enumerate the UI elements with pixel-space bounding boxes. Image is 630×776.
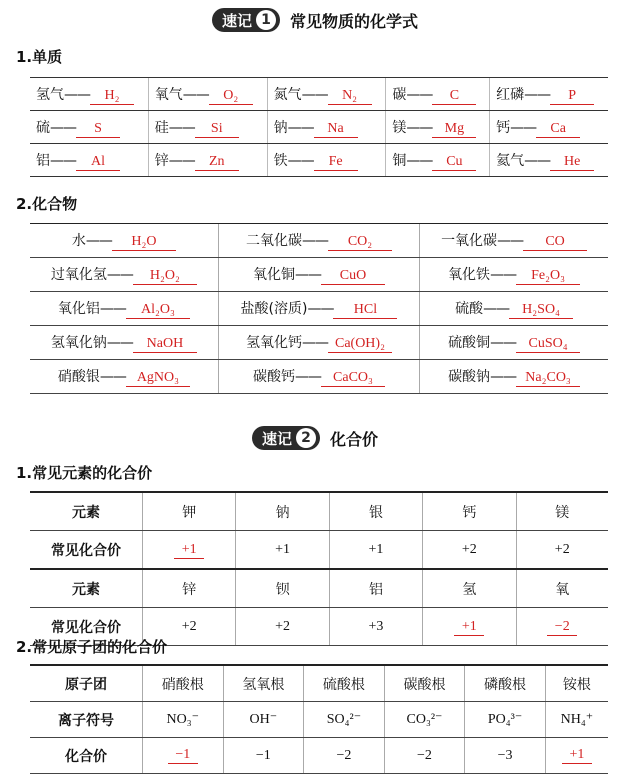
valence-value: +2	[181, 619, 197, 634]
header-cell: 常见化合价	[30, 531, 143, 570]
valence-cell	[143, 531, 236, 570]
section-heading-elements: 1.单质	[16, 48, 63, 66]
element-formula: Al	[76, 153, 120, 171]
dash: ——	[490, 369, 517, 385]
element-cell	[30, 78, 148, 111]
dash: ——	[182, 86, 209, 103]
badge-number: 2	[296, 428, 316, 448]
dash: ——	[50, 152, 76, 169]
element-cell	[148, 111, 267, 144]
section-heading-radical-valence: 2.常见原子团的化合价	[16, 638, 168, 656]
dash: ——	[294, 369, 321, 385]
dash: ——	[301, 233, 328, 249]
compound-name: 氧化铝	[57, 301, 100, 317]
element-cell	[148, 78, 267, 111]
element-name-cell: 银	[329, 492, 422, 531]
header-cell: 离子符号	[30, 702, 143, 738]
element-name-cell: 钙	[423, 492, 516, 531]
element-name: 氮气	[273, 86, 302, 103]
element-cell	[386, 111, 490, 144]
dash: ——	[99, 369, 126, 385]
compound-name: 二氧化碳	[245, 233, 302, 249]
section-banner-2	[0, 424, 630, 452]
table-row	[30, 292, 608, 326]
element-formula: Ca	[536, 120, 580, 138]
section-heading-compounds: 2.化合物	[16, 195, 78, 213]
header-cell: 常见化合价	[30, 608, 143, 646]
dash: ——	[168, 152, 195, 169]
valence-cell	[516, 531, 608, 570]
ion-symbol-cell: NH₄⁺	[545, 702, 608, 738]
compound-cell	[218, 292, 419, 326]
element-name: 硅	[154, 119, 169, 136]
radical-name-cell: 碳酸根	[384, 665, 465, 702]
element-formula: He	[550, 153, 594, 171]
elements-table	[30, 77, 608, 177]
badge-label: 速记	[221, 11, 252, 30]
element-cell	[30, 144, 148, 177]
table-row	[30, 738, 608, 774]
compound-name: 硫酸	[455, 301, 484, 317]
valence-value: −2	[547, 619, 577, 636]
compound-name: 硫酸铜	[448, 335, 491, 351]
compound-formula: AgNO₃	[126, 369, 190, 387]
section-heading-element-valence: 1.常见元素的化合价	[16, 464, 153, 482]
ion-symbol-cell: OH⁻	[223, 702, 304, 738]
compound-formula: H₂O	[112, 233, 176, 251]
radical-valence-cell	[545, 738, 608, 774]
element-name-cell: 钡	[236, 569, 329, 608]
compound-formula: H₂O₂	[133, 267, 197, 285]
dash: ——	[106, 335, 133, 351]
compound-name: 一氧化碳	[441, 233, 498, 249]
compound-formula: HCl	[333, 301, 397, 319]
element-name-cell: 锌	[143, 569, 236, 608]
ion-symbol-cell: NO₃⁻	[143, 702, 224, 738]
table-row	[30, 224, 608, 258]
radical-name-cell: 氢氧根	[223, 665, 304, 702]
element-formula: Fe	[314, 153, 358, 171]
radical-valence-cell	[384, 738, 465, 774]
dash: ——	[64, 86, 90, 103]
valence-cell	[329, 608, 422, 646]
element-name: 硫	[36, 119, 50, 136]
compound-cell	[420, 224, 608, 258]
table-row	[30, 569, 608, 608]
dash: ——	[483, 301, 510, 317]
compound-cell	[30, 224, 218, 258]
compound-formula: Na₂CO₃	[516, 369, 580, 387]
compound-formula: CO₂	[328, 233, 392, 251]
dash: ——	[497, 233, 524, 249]
dash: ——	[287, 152, 314, 169]
compound-name: 氧化铁	[448, 267, 491, 283]
badge-label: 速记	[261, 429, 292, 448]
element-formula: Si	[195, 120, 239, 138]
element-cell	[30, 111, 148, 144]
radical-valence-cell	[304, 738, 385, 774]
radical-valence-cell	[223, 738, 304, 774]
valence-value: +2	[275, 619, 291, 634]
element-name-cell: 钠	[236, 492, 329, 531]
compound-name: 碳酸钙	[252, 369, 295, 385]
radical-valence: −2	[336, 747, 352, 763]
valence-value: +1	[174, 542, 204, 559]
element-cell	[267, 111, 386, 144]
dash: ——	[168, 119, 195, 136]
radical-name-cell: 硝酸根	[143, 665, 224, 702]
valence-value: +3	[368, 619, 384, 634]
element-cell	[148, 144, 267, 177]
table-row	[30, 492, 608, 531]
compound-cell	[218, 224, 419, 258]
compound-cell	[30, 258, 218, 292]
dash: ——	[510, 119, 537, 136]
banner-title: 化合价	[330, 429, 379, 449]
valence-cell	[236, 531, 329, 570]
compound-cell	[30, 360, 218, 394]
dash: ——	[50, 119, 76, 136]
radical-name-cell: 铵根	[545, 665, 608, 702]
element-name: 钠	[273, 119, 288, 136]
element-name: 锌	[154, 152, 169, 169]
table-row	[30, 326, 608, 360]
compound-name: 碳酸钠	[448, 369, 491, 385]
dash: ——	[406, 152, 433, 169]
element-name: 铜	[392, 152, 407, 169]
element-valence-table	[30, 491, 608, 646]
compound-cell	[218, 326, 419, 360]
compound-cell	[420, 360, 608, 394]
compound-name: 氧化铜	[252, 267, 295, 283]
table-row	[30, 360, 608, 394]
radical-valence: −1	[255, 747, 271, 763]
compound-formula: CaCO₃	[321, 369, 385, 387]
element-formula: N₂	[328, 87, 372, 105]
valence-value: +1	[454, 619, 484, 636]
element-cell	[386, 78, 490, 111]
badge-number: 1	[256, 10, 276, 30]
element-cell	[490, 78, 608, 111]
radical-name-cell: 硫酸根	[304, 665, 385, 702]
badge	[252, 426, 320, 450]
radical-name-cell: 磷酸根	[465, 665, 546, 702]
valence-cell	[423, 531, 516, 570]
dash: ——	[490, 335, 517, 351]
dash: ——	[287, 119, 314, 136]
table-row	[30, 258, 608, 292]
valence-value: +1	[275, 542, 291, 557]
valence-cell	[423, 608, 516, 646]
valence-cell	[236, 608, 329, 646]
element-cell	[267, 78, 386, 111]
valence-cell	[516, 608, 608, 646]
compound-name: 盐酸(溶质)	[240, 301, 308, 317]
element-name-cell: 钾	[143, 492, 236, 531]
compound-name: 硝酸银	[57, 369, 100, 385]
element-formula: Zn	[195, 153, 239, 171]
dash: ——	[294, 267, 321, 283]
dash: ——	[524, 152, 551, 169]
compound-formula: H₂SO₄	[509, 301, 573, 319]
element-name: 氧气	[154, 86, 183, 103]
valence-value: +1	[368, 542, 384, 557]
compound-cell	[420, 292, 608, 326]
header-cell: 原子团	[30, 665, 143, 702]
ion-symbol-cell: SO₄²⁻	[304, 702, 385, 738]
element-name: 铝	[36, 152, 50, 169]
compound-cell	[30, 292, 218, 326]
element-name: 红磷	[496, 86, 525, 103]
table-row	[30, 144, 608, 177]
element-formula: C	[432, 87, 476, 105]
radical-valence: +1	[562, 747, 592, 764]
element-name: 碳	[392, 86, 407, 103]
header-cell: 化合价	[30, 738, 143, 774]
dash: ——	[406, 86, 433, 103]
banner-title: 常见物质的化学式	[290, 11, 419, 31]
element-formula: H₂	[90, 87, 134, 105]
element-name: 氢气	[36, 86, 64, 103]
table-row	[30, 78, 608, 111]
compound-name: 氢氧化钠	[50, 335, 107, 351]
dash: ——	[99, 301, 126, 317]
element-cell	[267, 144, 386, 177]
dash: ——	[406, 119, 433, 136]
element-formula: S	[76, 120, 120, 138]
element-cell	[490, 144, 608, 177]
header-cell: 元素	[30, 492, 143, 531]
element-name: 铁	[273, 152, 288, 169]
compound-cell	[218, 360, 419, 394]
valence-value: +2	[461, 542, 477, 557]
compound-formula: Fe₂O₃	[516, 267, 580, 285]
radical-valence: −2	[417, 747, 432, 763]
compound-name: 过氧化氢	[50, 267, 107, 283]
radical-valence-cell	[143, 738, 224, 774]
table-row	[30, 111, 608, 144]
valence-cell	[329, 531, 422, 570]
compound-cell	[218, 258, 419, 292]
compound-formula: CuSO₄	[516, 335, 580, 353]
element-formula: P	[550, 87, 594, 105]
dash: ——	[301, 335, 328, 351]
valence-value: +2	[554, 542, 570, 557]
compound-name: 氢氧化钙	[245, 335, 302, 351]
element-name: 镁	[392, 119, 407, 136]
compounds-table	[30, 223, 608, 394]
radical-valence: −1	[168, 747, 198, 764]
ion-symbol-cell: CO₃²⁻	[384, 702, 465, 738]
compound-formula: CO	[523, 233, 587, 251]
compound-formula: Ca(OH)₂	[328, 335, 392, 353]
radical-valence-table	[30, 664, 608, 774]
element-formula: Cu	[432, 153, 476, 171]
dash: ——	[524, 86, 551, 103]
element-formula: O₂	[209, 87, 253, 105]
compound-cell	[420, 258, 608, 292]
radical-valence: −3	[497, 747, 513, 763]
header-cell: 元素	[30, 569, 143, 608]
compound-formula: Al₂O₃	[126, 301, 190, 319]
radical-valence-cell	[465, 738, 546, 774]
element-formula: Mg	[432, 120, 476, 138]
element-name-cell: 氢	[423, 569, 516, 608]
compound-formula: NaOH	[133, 335, 197, 353]
dash: ——	[301, 86, 328, 103]
dash: ——	[85, 233, 112, 249]
element-cell	[386, 144, 490, 177]
dash: ——	[106, 267, 133, 283]
element-cell	[490, 111, 608, 144]
dash: ——	[307, 301, 334, 317]
badge	[212, 8, 280, 32]
compound-name: 水	[71, 233, 86, 249]
section-banner-1	[0, 6, 630, 34]
element-name: 氦气	[496, 152, 525, 169]
dash: ——	[490, 267, 517, 283]
ion-symbol-cell: PO₄³⁻	[465, 702, 546, 738]
element-name-cell: 铝	[329, 569, 422, 608]
compound-formula: CuO	[321, 267, 385, 285]
compound-cell	[30, 326, 218, 360]
table-row	[30, 665, 608, 702]
table-row	[30, 702, 608, 738]
element-name-cell: 镁	[516, 492, 608, 531]
element-name-cell: 氧	[516, 569, 608, 608]
element-formula: Na	[314, 120, 358, 138]
element-name: 钙	[496, 119, 511, 136]
table-row	[30, 531, 608, 570]
compound-cell	[420, 326, 608, 360]
